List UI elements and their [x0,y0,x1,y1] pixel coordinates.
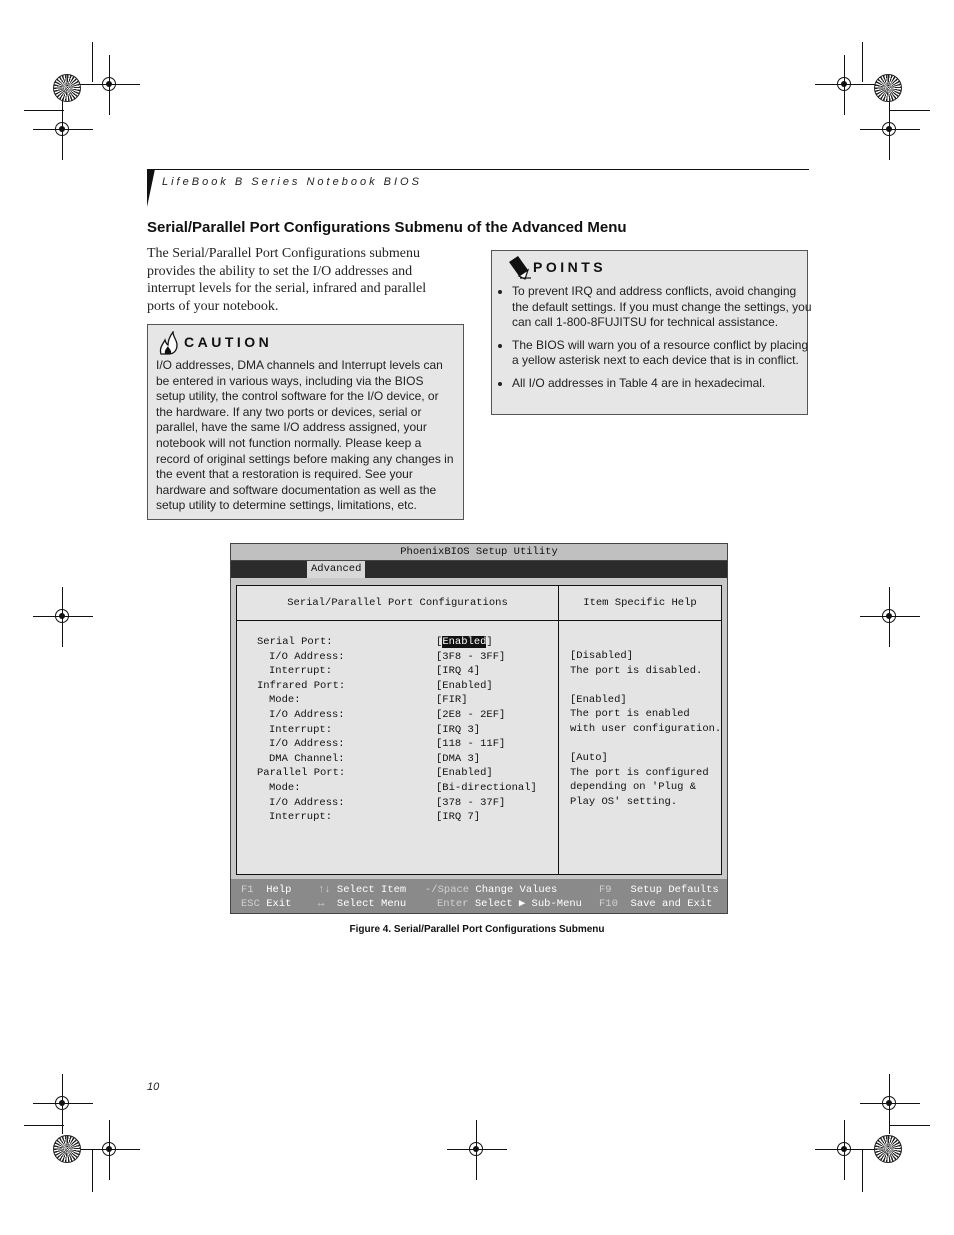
figure-caption: Figure 4. Serial/Parallel Port Configurations Submenu [349,924,605,935]
setting-label: Serial Port: [257,636,333,648]
setting-value[interactable]: [Bi-directional] [436,782,537,794]
setting-label: Parallel Port: [257,767,346,780]
help-line: [Enabled] [570,693,627,706]
setting-label: Mode: [269,782,301,794]
help-line: with user configuration. [570,723,722,735]
help-title: Item Specific Help [559,586,721,621]
header-tick [147,169,155,207]
footer-key-change-values[interactable]: -/Space Change Values [425,884,558,896]
tab-advanced[interactable]: Advanced [307,561,365,578]
help-panel [558,585,722,875]
footer-key-exit[interactable]: ESC Exit [241,898,292,910]
points-box [491,250,812,415]
setting-value[interactable]: [DMA 3] [436,752,481,765]
footer-key-select-menu[interactable]: ↔ Select Menu [318,898,407,910]
setting-value[interactable]: [IRQ 4] [436,665,481,678]
section-title: Serial/Parallel Port Configurations Submenu of the Advanced Menu [147,219,627,236]
footer-key-help[interactable]: F1 Help [241,884,292,896]
setting-label: Interrupt: [269,665,333,678]
help-line: [Disabled] [570,650,634,662]
list-item: • The BIOS will warn you of a resource conflict by placing a yellow asterisk next to each device that is in conflict. [512,338,812,369]
bios-menu-bar [231,561,727,578]
setting-value[interactable]: [FIR] [436,694,468,707]
help-line: Play OS' setting. [570,796,678,808]
setting-value[interactable]: [Enabled] [436,767,493,780]
setting-label: DMA Channel: [269,752,345,765]
setting-value[interactable]: [3F8 - 3FF] [436,650,506,663]
registration-mark [447,1120,507,1180]
setting-label: I/O Address: [269,738,345,751]
setting-label: Infrared Port: [257,679,346,692]
setting-label: I/O Address: [269,650,345,663]
color-target-icon [53,1135,81,1163]
footer-key-select-submenu[interactable]: Enter Select ▶ Sub-Menu [437,898,582,910]
setting-value[interactable]: [378 - 37F] [436,796,506,809]
registration-mark [80,1120,140,1180]
setting-label: Interrupt: [269,723,333,736]
help-line: The port is disabled. [570,664,703,677]
help-line: The port is configured [570,766,709,779]
setting-value[interactable]: [Enabled] [436,679,493,692]
color-target-icon [53,74,81,102]
registration-mark [33,100,93,160]
setting-value[interactable]: [IRQ 7] [436,811,481,824]
help-line: The port is enabled [570,708,690,721]
setting-value[interactable]: [2E8 - 2EF] [436,709,506,721]
selected-value[interactable]: Enabled [442,636,487,648]
pencil-icon [506,254,532,280]
registration-mark [860,100,920,160]
setting-value[interactable]: [118 - 11F] [436,738,506,751]
setting-label: Interrupt: [269,811,333,824]
points-title: POINTS [533,259,607,275]
color-target-icon [874,74,902,102]
setting-label: Mode: [269,694,301,707]
bios-footer [231,879,727,913]
setting-label: I/O Address: [269,796,345,809]
list-item: • All I/O addresses in Table 4 are in hexadecimal. [512,376,812,392]
settings-panel [236,585,559,875]
setting-label: I/O Address: [269,709,345,721]
flame-icon [157,331,181,355]
caution-title: CAUTION [184,334,273,350]
bios-title: PhoenixBIOS Setup Utility [231,544,727,561]
list-item: • To prevent IRQ and address conflicts, avoid changing the default settings. If you must change the settings, you can call 1-800-8FUJITSU for technical assistance. [512,284,812,331]
page-number: 10 [147,1081,160,1093]
panel-title: Serial/Parallel Port Configurations [237,586,558,621]
header-rule [147,169,809,170]
help-line: [Auto] [570,752,608,765]
footer-key-setup-defaults[interactable]: F9 Setup Defaults [599,884,719,896]
color-target-icon [874,1135,902,1163]
running-head: LifeBook B Series Notebook BIOS [162,176,422,188]
help-line: depending on 'Plug & [570,781,697,794]
footer-key-save-exit[interactable]: F10 Save and Exit [599,898,713,910]
caution-box [147,324,464,520]
registration-mark [33,587,93,647]
caution-text: I/O addresses, DMA channels and Interrupt levels can be entered in various ways, including via the BIOS setup utility, the control software for the I/O device, or the hardware. If any two ports or devices, serial or parallel, have the same I/O address assigned, your notebook will not function normally. Please keep a record of original settings before making any changes in the event that a restoration is required. See your hardware and software documentation as well as the setup utility to determine settings, limitations, etc. [156,358,454,513]
points-list [501,284,812,399]
bios-screen [230,543,728,914]
setting-value[interactable]: [IRQ 3] [436,723,481,736]
intro-paragraph: The Serial/Parallel Port Configurations submenu provides the ability to set the I/O addresses and interrupt levels for the serial, infrared and parallel ports of your notebook. [147,246,427,314]
registration-mark [815,1120,875,1180]
registration-mark [860,587,920,647]
footer-key-select-item[interactable]: ↑↓ Select Item [318,884,407,896]
setting-value[interactable]: [Enabled] [436,636,493,648]
